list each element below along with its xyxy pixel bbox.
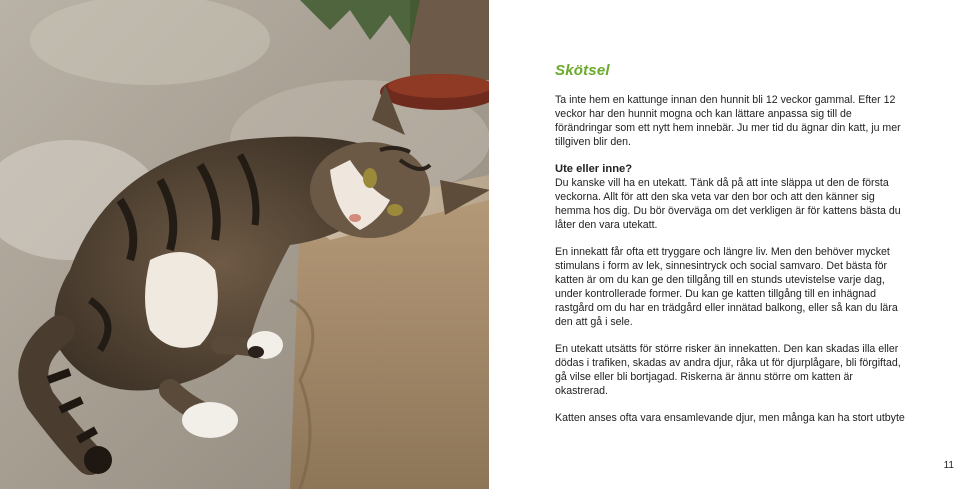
paragraph-innekatt: En innekatt får ofta ett tryggare och längre liv. Men den behöver mycket stimulans i form av lek, sinnesintryck och social samvaro. Det bästa för katten är om du kan ge den tillgång till en stunds utevistelse varje dag, under kontrollerade former. Du kan ge katten tillgång till en inhägnad rastgård om du har en trädgård eller innätad balkong, eller så kan du lära den att gå i sele. (555, 246, 898, 328)
page-number: 11 (943, 460, 954, 471)
paragraph-intro: Ta inte hem en kattunge innan den hunnit bli 12 veckor gammal. Efter 12 veckor har den hunnit mogna och kan lättare anpassa sig till de förändringar som ett nytt hem innebär. Ju mer tid du ägnar din katt, ju mer tillgiven blir den. (555, 94, 901, 148)
subheading-ute-eller-inne: Ute eller inne? (555, 163, 633, 175)
page-content (555, 62, 907, 438)
paragraph-utekatt: Du kanske vill ha en utekatt. Tänk då på att inte släppa ut den de första veckorna. Allt för att den ska veta var den bor och att den känner sig hemma hos dig. Du bör överväga om det verkligen är för kattens bästa du låter den vara utekatt. (555, 177, 901, 231)
paragraph-risker: En utekatt utsätts för större risker än innekatten. Den kan skadas illa eller dödas i trafiken, skadas av andra djur, råka ut för djurplågare, bli förgiftad, gå vilse eller bli bortjagad. Riskerna är ännu större om katten är okastrerad. (555, 343, 901, 397)
page-title: Skötsel (555, 62, 610, 79)
paragraph-ensamlevande: Katten anses ofta vara ensamlevande djur, men många kan ha stort utbyte (555, 412, 905, 424)
text-page (489, 0, 960, 489)
